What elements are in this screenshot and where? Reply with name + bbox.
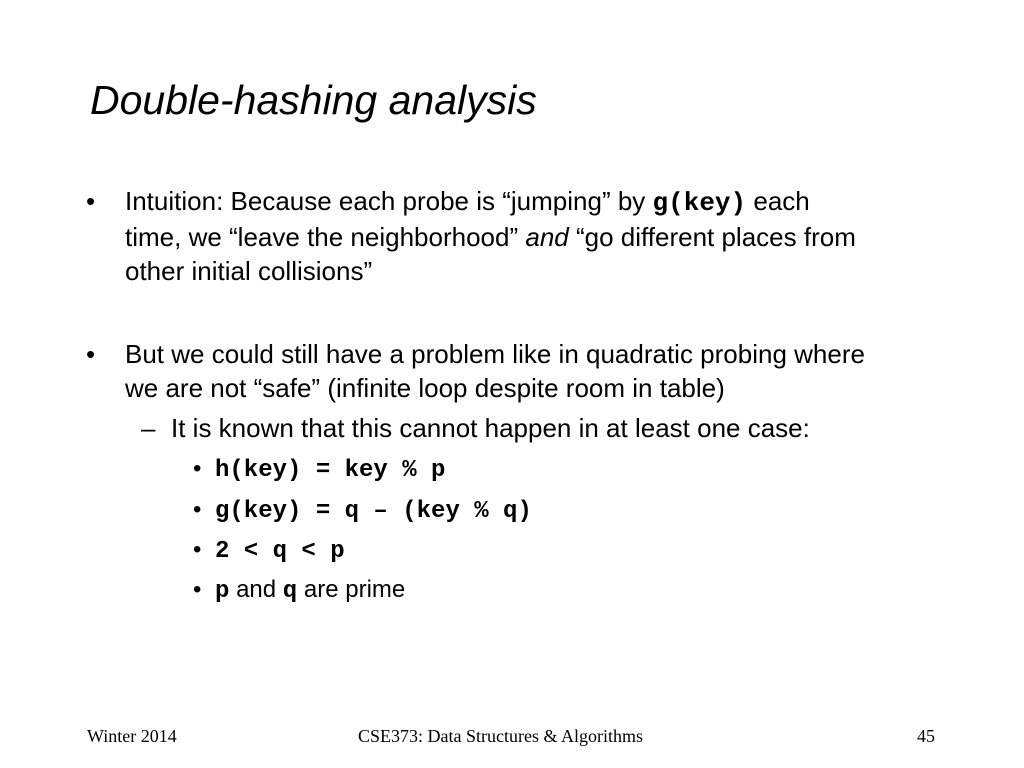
condition-h-definition <box>193 452 445 488</box>
bullet-problem-line-2: we are not “safe” (infinite loop despite room in table) <box>125 373 725 403</box>
bullet-intuition-line-1 <box>125 184 955 220</box>
dash-marker: – <box>141 413 156 443</box>
footer-course: CSE373: Data Structures & Algorithms <box>358 726 643 746</box>
bullet-marker: • <box>193 455 202 482</box>
intuition-text-start: Intuition: Because each probe is “jumping” by <box>125 186 653 216</box>
bullet-marker: • <box>193 576 202 603</box>
bullet-marker: • <box>193 496 202 523</box>
intuition-text-end: each <box>746 186 810 216</box>
condition-code-q: q <box>282 578 298 605</box>
intuition-italic-and: and <box>525 222 569 252</box>
footer-term: Winter 2014 <box>87 726 177 746</box>
bullet-marker: • <box>86 186 96 216</box>
bullet-intuition-text <box>125 184 955 288</box>
sub-bullet-text: It is known that this cannot happen in at least one case: <box>171 413 810 443</box>
condition-q-range-code: 2 < q < p <box>215 538 345 565</box>
slide-title: Double-hashing analysis <box>90 77 537 123</box>
condition-h-code: h(key) = key % p <box>215 457 446 484</box>
bullet-intuition-line-3: other initial collisions” <box>125 256 373 286</box>
condition-q-range <box>193 533 345 569</box>
bullet-intuition-line-2 <box>125 220 955 254</box>
bullet-problem-line-1: But we could still have a problem like in quadratic probing where <box>125 339 865 369</box>
footer-page-number: 45 <box>917 726 935 746</box>
condition-g-definition <box>193 493 532 529</box>
intuition-line2-start: time, we “leave the neighborhood” <box>125 222 526 252</box>
bullet-problem-text <box>125 337 955 405</box>
intuition-code-gkey: g(key) <box>652 188 747 218</box>
intuition-line2-end: “go different places from <box>568 222 856 252</box>
condition-g-code: g(key) = q – (key % q) <box>215 498 532 525</box>
sub-bullet-known-case <box>141 411 810 445</box>
condition-code-p: p <box>215 578 230 605</box>
condition-text-prime: are prime <box>297 576 406 603</box>
bullet-marker: • <box>86 339 96 369</box>
bullet-marker: • <box>193 536 202 563</box>
condition-text-and: and <box>229 576 283 603</box>
condition-primes <box>193 573 405 609</box>
